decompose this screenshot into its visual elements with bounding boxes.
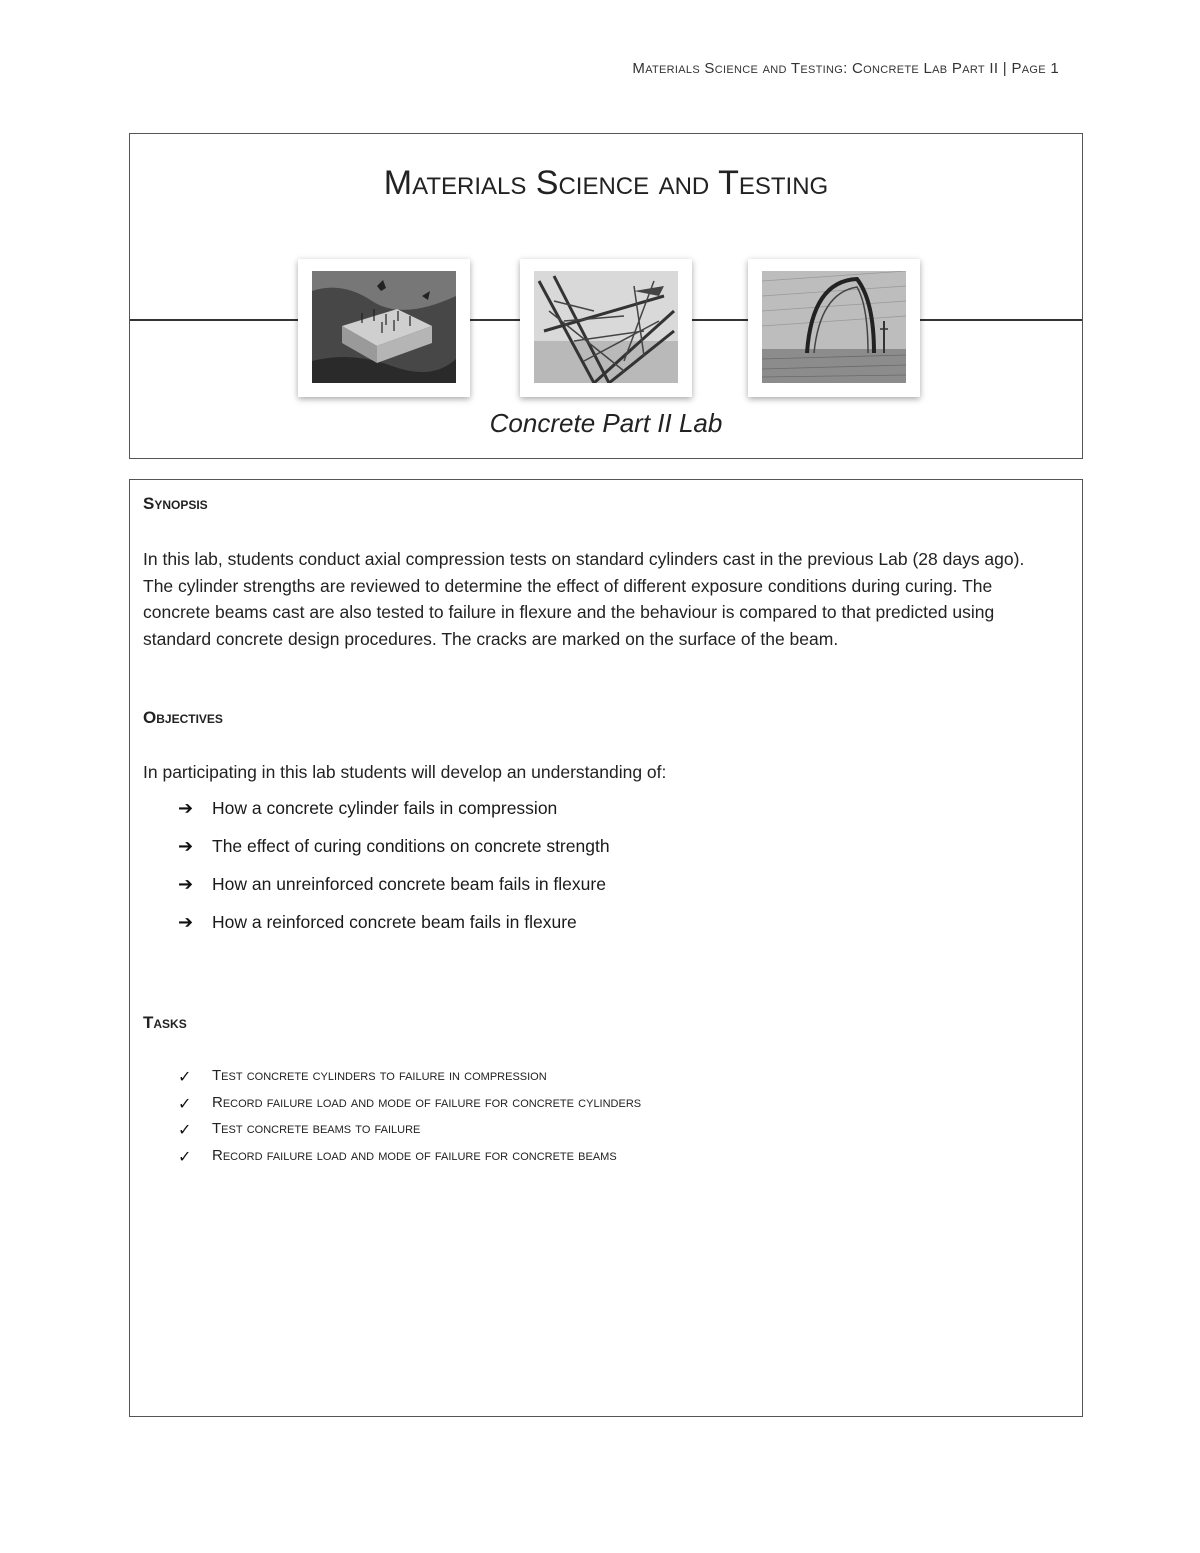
- concrete-block-sketch-image: [312, 271, 456, 383]
- objective-text: How a reinforced concrete beam fails in flexure: [212, 912, 577, 932]
- objectives-heading: Objectives: [143, 708, 223, 727]
- tasks-heading: Tasks: [143, 1013, 187, 1032]
- task-text: Record failure load and mode of failure for concrete cylinders: [212, 1093, 642, 1111]
- arrow-right-icon: ➔: [178, 912, 194, 932]
- list-item: [178, 1120, 641, 1147]
- list-item: [178, 1147, 641, 1174]
- photo-steel-truss: [520, 259, 692, 397]
- objective-text: The effect of curing conditions on concrete strength: [212, 836, 610, 856]
- checkmark-icon: ✓: [178, 1148, 192, 1166]
- photo-concrete-block: [298, 259, 470, 397]
- list-item: [178, 836, 610, 874]
- list-item: [178, 1067, 641, 1094]
- checkmark-icon: ✓: [178, 1095, 192, 1113]
- synopsis-paragraph: In this lab, students conduct axial compression tests on standard cylinders cast in the previous Lab (28 days ago). The cylinder strengths are reviewed to determine the effect of different exposure conditions during curing. The concrete beams cast are also tested to failure in flexure and the behaviour is compared to that predicted using standard concrete design procedures. The cracks are marked on the surface of the beam.: [143, 549, 1025, 649]
- tasks-list: [178, 1067, 641, 1173]
- running-header: Materials Science and Testing: Concrete Lab Part II | Page 1: [632, 60, 1059, 77]
- task-text: Record failure load and mode of failure for concrete beams: [212, 1146, 617, 1164]
- list-item: [178, 874, 610, 912]
- steel-truss-sketch-image: [534, 271, 678, 383]
- arrow-right-icon: ➔: [178, 836, 194, 856]
- objective-text: How an unreinforced concrete beam fails in flexure: [212, 874, 606, 894]
- arch-bridge-sketch-image: [762, 271, 906, 383]
- document-subtitle: Concrete Part II Lab: [489, 408, 723, 438]
- title-block: [129, 133, 1083, 459]
- list-item: [178, 912, 610, 950]
- arrow-right-icon: ➔: [178, 874, 194, 894]
- checkmark-icon: ✓: [178, 1122, 192, 1139]
- photo-arch-bridge: [748, 259, 920, 397]
- checkmark-icon: ✓: [178, 1069, 192, 1086]
- arrow-right-icon: ➔: [178, 798, 194, 818]
- list-item: [178, 1094, 641, 1121]
- list-item: [178, 798, 610, 836]
- content-panel: [129, 479, 1083, 1417]
- document-title: Materials Science and Testing: [383, 164, 829, 202]
- objectives-list: [178, 798, 610, 950]
- task-text: Test concrete beams to failure: [212, 1120, 421, 1137]
- objectives-intro: In participating in this lab students will develop an understanding of:: [143, 762, 667, 782]
- task-text: Test concrete cylinders to failure in compression: [212, 1067, 547, 1084]
- synopsis-heading: Synopsis: [143, 494, 208, 513]
- objective-text: How a concrete cylinder fails in compression: [212, 798, 558, 818]
